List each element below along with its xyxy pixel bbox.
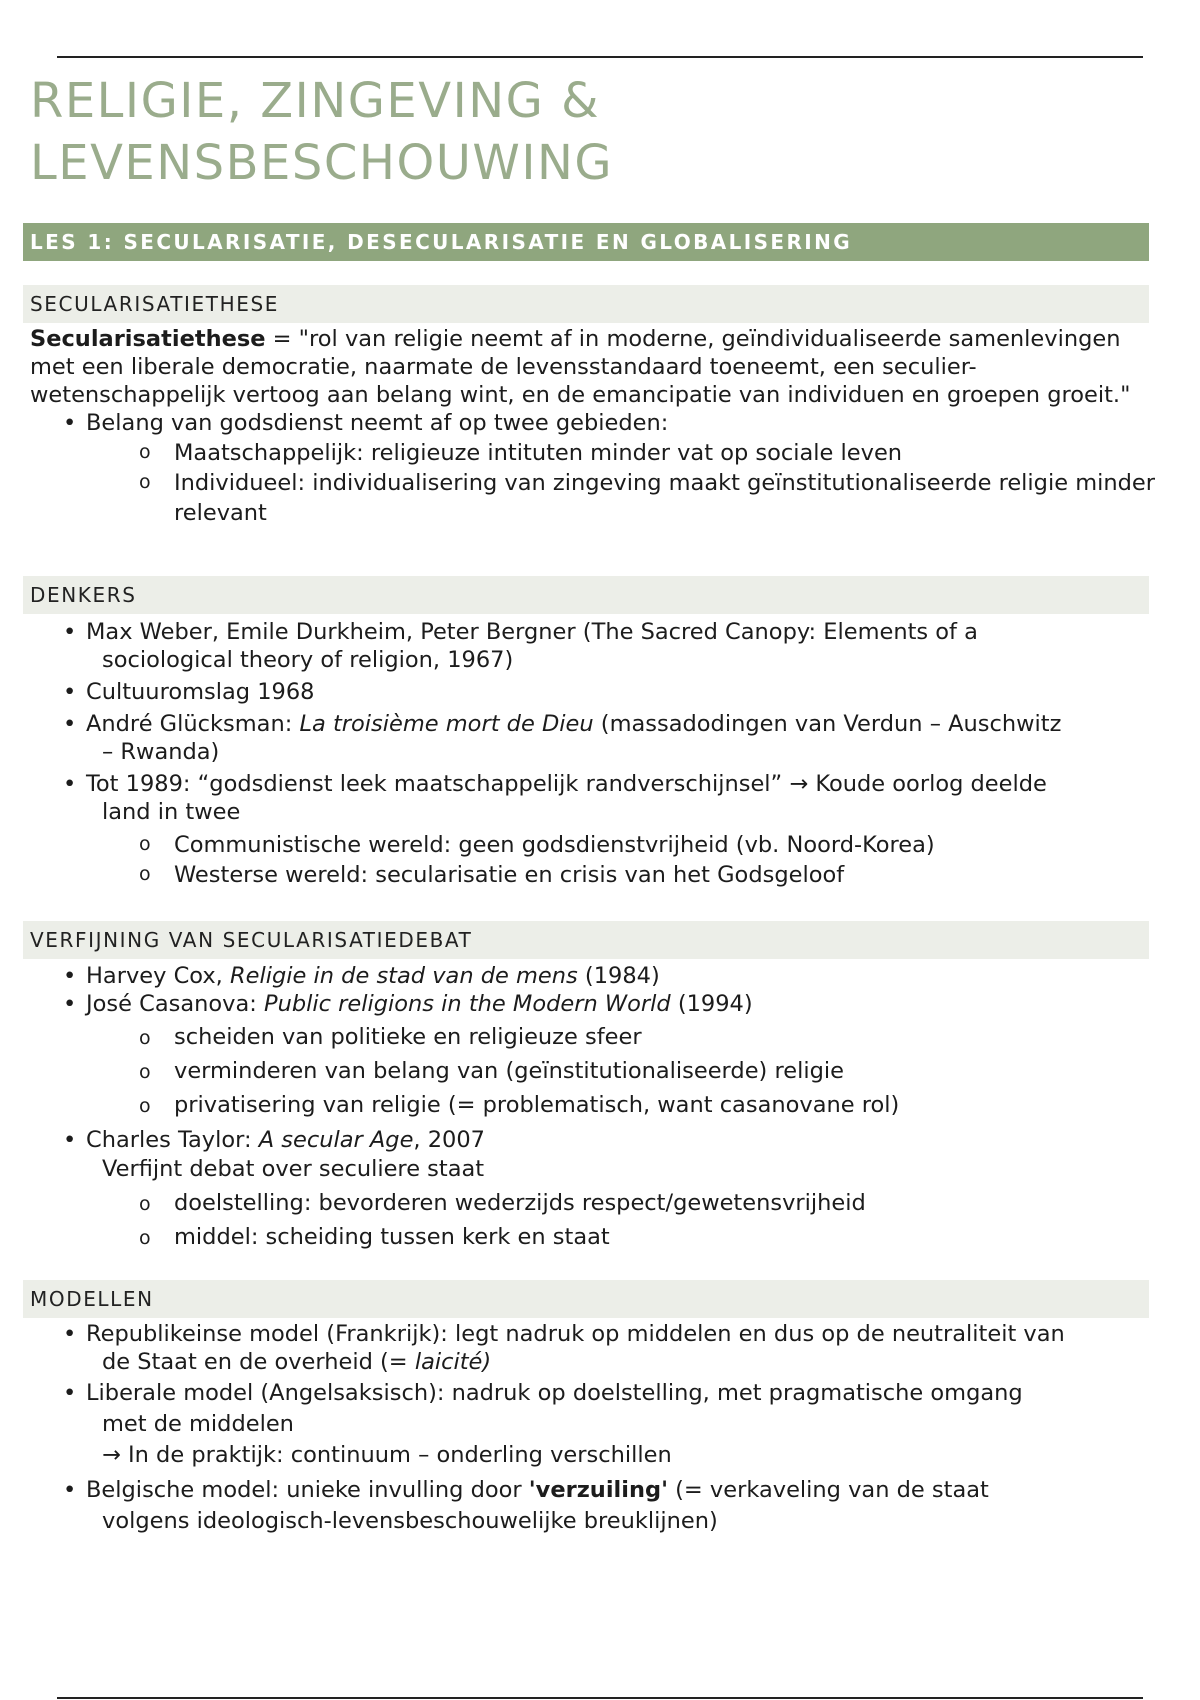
- list-item: • Cultuuromslag 1968: [63, 679, 315, 705]
- sub-list-item: o doelstelling: bevorderen wederzijds respect/gewetensvrijheid: [0, 1186, 1200, 1220]
- bullet-list: [0, 1320, 1200, 1537]
- section-heading-denkers: DENKERS: [23, 576, 1149, 614]
- bullet-list: [0, 962, 1200, 1018]
- bullet-list: [0, 618, 1200, 826]
- circle-bullet-icon: o: [139, 1227, 151, 1249]
- title-line-1: RELIGIE, ZINGEVING &: [30, 73, 601, 129]
- bullet-icon: •: [63, 711, 77, 737]
- bullet-icon: •: [63, 1380, 77, 1406]
- sub-list: [0, 830, 1200, 890]
- sub-list-item: o Communistische wereld: geen godsdienstvrijheid (vb. Noord-Korea): [0, 830, 1200, 860]
- list-item: • Belgische model: unieke invulling door 'verzuiling' (= verkaveling van de staat volgens ideologisch-levensbeschouwelijke breuklijnen): [63, 1477, 989, 1534]
- list-item: • Charles Taylor: A secular Age, 2007: [63, 1127, 485, 1153]
- section-heading-verfijning: VERFIJNING VAN SECULARISATIEDEBAT: [23, 921, 1149, 959]
- circle-bullet-icon: o: [139, 863, 151, 885]
- bullet-icon: •: [63, 1321, 77, 1347]
- bullet-icon: •: [63, 963, 77, 989]
- sub-list-item: o Individueel: individualisering van zingeving maakt geïnstitutionaliseerde religie minder relevant: [0, 468, 1200, 528]
- bullet-list: [0, 409, 1200, 437]
- circle-bullet-icon: o: [139, 1193, 151, 1215]
- circle-bullet-icon: o: [139, 1061, 151, 1083]
- list-item: • José Casanova: Public religions in the Modern World (1994): [63, 991, 753, 1017]
- circle-bullet-icon: o: [139, 471, 151, 493]
- section-body-denkers: [0, 618, 1200, 894]
- lesson-heading: LES 1: SECULARISATIE, DESECULARISATIE EN GLOBALISERING: [23, 223, 1149, 261]
- list-item: • Liberale model (Angelsaksisch): nadruk op doelstelling, met pragmatische omgang met de middelen → In de praktijk: continuum – onderling verschillen: [63, 1380, 1023, 1468]
- list-item: • Tot 1989: “godsdienst leek maatschappelijk randverschijnsel” → Koude oorlog deelde land in twee: [63, 771, 1047, 825]
- section-body-secularisatiethese: [0, 325, 1200, 532]
- circle-bullet-icon: o: [139, 1095, 151, 1117]
- circle-bullet-icon: o: [139, 833, 151, 855]
- section-heading-modellen: MODELLEN: [23, 1280, 1149, 1318]
- bullet-icon: •: [63, 619, 77, 645]
- section-body-verfijning: [0, 962, 1200, 1258]
- list-item: • Belang van godsdienst neemt af op twee gebieden:: [63, 410, 669, 436]
- list-item: • Republikeinse model (Frankrijk): legt nadruk op middelen en dus op de neutraliteit van de Staat en de overheid (= laicité): [63, 1321, 1065, 1375]
- bottom-rule: [57, 1697, 1143, 1699]
- circle-bullet-icon: o: [139, 441, 151, 463]
- list-item: • André Glücksman: La troisième mort de Dieu (massadodingen van Verdun – Auschwitz – Rwanda): [63, 711, 1062, 765]
- bullet-icon: •: [63, 1477, 77, 1503]
- list-item: • Max Weber, Emile Durkheim, Peter Bergner (The Sacred Canopy: Elements of a sociological theory of religion, 1967): [63, 619, 978, 673]
- sub-list-item: o Westerse wereld: secularisatie en crisis van het Godsgeloof: [0, 860, 1200, 890]
- sub-list-item: o Maatschappelijk: religieuze intituten minder vat op sociale leven: [0, 438, 1200, 468]
- section-body-modellen: [0, 1320, 1200, 1541]
- sub-list: [0, 438, 1200, 528]
- bullet-icon: •: [63, 679, 77, 705]
- sub-list: [0, 1020, 1200, 1122]
- section-heading-secularisatiethese: SECULARISATIETHESE: [23, 285, 1149, 323]
- list-item: • Harvey Cox, Religie in de stad van de mens (1984): [63, 963, 660, 989]
- bullet-list: [0, 1126, 1200, 1154]
- sub-list: [0, 1186, 1200, 1254]
- bullet-continuation: Verfijnt debat over seculiere staat: [102, 1156, 485, 1182]
- sub-list-item: o middel: scheiding tussen kerk en staat: [0, 1220, 1200, 1254]
- title-line-2: LEVENSBESCHOUWING: [30, 135, 614, 191]
- circle-bullet-icon: o: [139, 1027, 151, 1049]
- bullet-icon: •: [63, 410, 77, 436]
- definition-text: = "rol van religie neemt af in moderne, geïndividualiseerde samenlevingen met een liberale democratie, naarmate de levensstandaard toeneemt, een seculier-wetenschappelijk vertoog aan belang wint, en de emancipatie van individuen en groepen groeit.": [30, 326, 1131, 408]
- bullet-icon: •: [63, 1127, 77, 1153]
- document-title: [30, 70, 613, 194]
- top-rule: [57, 56, 1143, 58]
- definition-term: Secularisatiethese: [30, 326, 266, 352]
- sub-list-item: o scheiden van politieke en religieuze sfeer: [0, 1020, 1200, 1054]
- definition-paragraph: [30, 325, 1145, 409]
- bullet-icon: •: [63, 991, 77, 1017]
- sub-list-item: o privatisering van religie (= problematisch, want casanovane rol): [0, 1088, 1200, 1122]
- bullet-icon: •: [63, 771, 77, 797]
- sub-list-item: o verminderen van belang van (geïnstitutionaliseerde) religie: [0, 1054, 1200, 1088]
